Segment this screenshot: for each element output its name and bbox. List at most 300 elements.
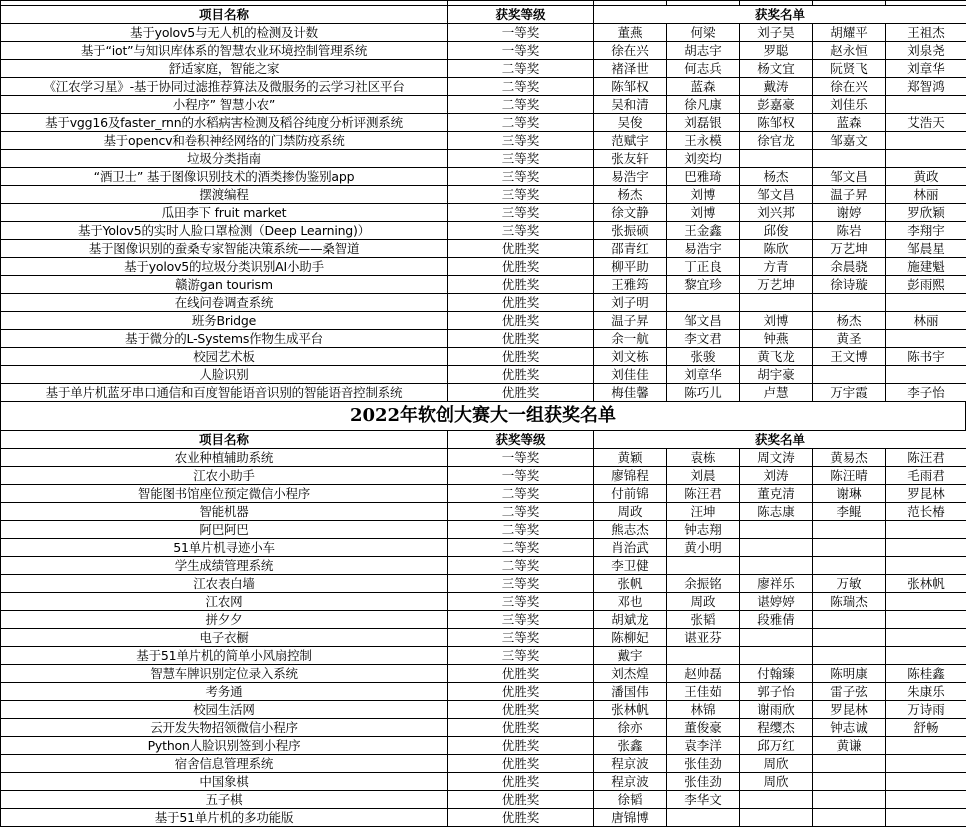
award-level-cell[interactable]: 三等奖	[448, 204, 594, 222]
member-cell[interactable]: 徐官龙	[740, 132, 813, 150]
member-cell[interactable]: 钟燕	[740, 330, 813, 348]
member-cell[interactable]: 余振铭	[667, 575, 740, 593]
award-level-cell[interactable]: 一等奖	[448, 24, 594, 42]
member-cell[interactable]: 范赋宇	[594, 132, 667, 150]
member-cell[interactable]: 段雅倩	[740, 611, 813, 629]
member-cell[interactable]: 彭嘉豪	[740, 96, 813, 114]
member-cell[interactable]: 李华文	[667, 791, 740, 809]
project-name-cell[interactable]: 基于opencv和卷积神经网络的门禁防疫系统	[1, 132, 448, 150]
member-cell[interactable]: 董克清	[740, 485, 813, 503]
award-level-cell[interactable]: 优胜奖	[448, 276, 594, 294]
member-cell[interactable]: 巴雅琦	[667, 168, 740, 186]
member-cell[interactable]: 张韬	[667, 611, 740, 629]
project-name-cell[interactable]: 基于微分的L-Systems作物生成平台	[1, 330, 448, 348]
member-cell[interactable]: 万诗雨	[886, 701, 966, 719]
member-cell[interactable]: 徐在兴	[813, 78, 886, 96]
member-cell[interactable]: 施建魁	[886, 258, 966, 276]
member-cell[interactable]: 谌亚芬	[667, 629, 740, 647]
member-cell[interactable]: 毛雨君	[886, 467, 966, 485]
member-cell[interactable]: 邹文昌	[667, 312, 740, 330]
project-name-cell[interactable]: 基于“iot”与知识库体系的智慧农业环境控制管理系统	[1, 42, 448, 60]
award-level-cell[interactable]: 二等奖	[448, 78, 594, 96]
project-name-cell[interactable]: 班务Bridge	[1, 312, 448, 330]
member-cell[interactable]: 王金鑫	[667, 222, 740, 240]
member-cell[interactable]	[886, 294, 966, 312]
member-cell[interactable]: 万宇霞	[813, 384, 886, 402]
member-cell[interactable]: 张帆	[594, 575, 667, 593]
award-level-cell[interactable]: 二等奖	[448, 60, 594, 78]
member-cell[interactable]: 熊志杰	[594, 521, 667, 539]
project-name-cell[interactable]: 基于Yolov5的实时人脸口罩检测（Deep Learning)）	[1, 222, 448, 240]
award-level-cell[interactable]: 三等奖	[448, 611, 594, 629]
member-cell[interactable]: 林丽	[886, 186, 966, 204]
member-cell[interactable]: 谢雨欣	[740, 701, 813, 719]
member-cell[interactable]: 刘泉尧	[886, 42, 966, 60]
award-level-cell[interactable]: 二等奖	[448, 96, 594, 114]
member-cell[interactable]	[886, 96, 966, 114]
award-level-cell[interactable]: 优胜奖	[448, 737, 594, 755]
header-project-name[interactable]: 项目名称	[1, 6, 448, 24]
member-cell[interactable]: 刘章华	[667, 366, 740, 384]
award-level-cell[interactable]: 优胜奖	[448, 294, 594, 312]
member-cell[interactable]: 刘子昊	[740, 24, 813, 42]
member-cell[interactable]: 胡宇豪	[740, 366, 813, 384]
member-cell[interactable]: 汪坤	[667, 503, 740, 521]
member-cell[interactable]: 周政	[594, 503, 667, 521]
project-name-cell[interactable]: 阿巴阿巴	[1, 521, 448, 539]
member-cell[interactable]: 陈志康	[740, 503, 813, 521]
member-cell[interactable]	[886, 521, 966, 539]
member-cell[interactable]	[813, 539, 886, 557]
member-cell[interactable]: 邓也	[594, 593, 667, 611]
member-cell[interactable]: 舒畅	[886, 719, 966, 737]
member-cell[interactable]: 黄谦	[813, 737, 886, 755]
member-cell[interactable]	[813, 791, 886, 809]
award-level-cell[interactable]: 优胜奖	[448, 312, 594, 330]
award-level-cell[interactable]: 三等奖	[448, 150, 594, 168]
member-cell[interactable]: 邵青红	[594, 240, 667, 258]
member-cell[interactable]	[813, 755, 886, 773]
award-level-cell[interactable]: 一等奖	[448, 42, 594, 60]
member-cell[interactable]: 余晨骁	[813, 258, 886, 276]
member-cell[interactable]: 易浩宇	[667, 240, 740, 258]
member-cell[interactable]: 方青	[740, 258, 813, 276]
project-name-cell[interactable]: 校园生活网	[1, 701, 448, 719]
member-cell[interactable]: 胡志宇	[667, 42, 740, 60]
award-level-cell[interactable]: 二等奖	[448, 485, 594, 503]
member-cell[interactable]: 刘子明	[594, 294, 667, 312]
member-cell[interactable]	[667, 647, 740, 665]
member-cell[interactable]	[886, 791, 966, 809]
member-cell[interactable]	[886, 647, 966, 665]
member-cell[interactable]	[813, 366, 886, 384]
member-cell[interactable]	[813, 294, 886, 312]
member-cell[interactable]: 李子怡	[886, 384, 966, 402]
project-name-cell[interactable]: 江农网	[1, 593, 448, 611]
project-name-cell[interactable]: 智能机器	[1, 503, 448, 521]
member-cell[interactable]: 罗昆林	[813, 701, 886, 719]
project-name-cell[interactable]: 舒适家庭，智能之家	[1, 60, 448, 78]
member-cell[interactable]: 胡斌龙	[594, 611, 667, 629]
member-cell[interactable]	[740, 294, 813, 312]
member-cell[interactable]: 刘章华	[886, 60, 966, 78]
member-cell[interactable]: 罗昆林	[886, 485, 966, 503]
member-cell[interactable]: 徐诗璇	[813, 276, 886, 294]
award-level-cell[interactable]: 优胜奖	[448, 240, 594, 258]
award-level-cell[interactable]: 三等奖	[448, 575, 594, 593]
member-cell[interactable]	[813, 809, 886, 827]
member-cell[interactable]: 张林帆	[594, 701, 667, 719]
member-cell[interactable]	[813, 557, 886, 575]
member-cell[interactable]: 唐锦博	[594, 809, 667, 827]
project-name-cell[interactable]: 基于单片机蓝牙串口通信和百度智能语音识别的智能语音控制系统	[1, 384, 448, 402]
member-cell[interactable]: 邹晨星	[886, 240, 966, 258]
member-cell[interactable]	[740, 791, 813, 809]
member-cell[interactable]: 黄小明	[667, 539, 740, 557]
member-cell[interactable]: 邹文昌	[740, 186, 813, 204]
member-cell[interactable]: 邱万红	[740, 737, 813, 755]
member-cell[interactable]: 温子昇	[813, 186, 886, 204]
member-cell[interactable]: 黎宜珍	[667, 276, 740, 294]
award-level-cell[interactable]: 二等奖	[448, 539, 594, 557]
member-cell[interactable]: 付前锦	[594, 485, 667, 503]
member-cell[interactable]: 谢琳	[813, 485, 886, 503]
member-cell[interactable]: 赵帅磊	[667, 665, 740, 683]
project-name-cell[interactable]: 学生成绩管理系统	[1, 557, 448, 575]
project-name-cell[interactable]: 人脸识别	[1, 366, 448, 384]
project-name-cell[interactable]: 拼夕夕	[1, 611, 448, 629]
award-level-cell[interactable]: 一等奖	[448, 449, 594, 467]
member-cell[interactable]: 邹嘉文	[813, 132, 886, 150]
member-cell[interactable]: 易浩宇	[594, 168, 667, 186]
member-cell[interactable]	[667, 809, 740, 827]
member-cell[interactable]: 李翔宇	[886, 222, 966, 240]
member-cell[interactable]: 陈明康	[813, 665, 886, 683]
member-cell[interactable]: 陈汪君	[886, 449, 966, 467]
project-name-cell[interactable]: 中国象棋	[1, 773, 448, 791]
member-cell[interactable]: 梅佳馨	[594, 384, 667, 402]
member-cell[interactable]: 陈汪晴	[813, 467, 886, 485]
project-name-cell[interactable]: 基于yolov5的垃圾分类识别AI小助手	[1, 258, 448, 276]
member-cell[interactable]: 陈邹权	[740, 114, 813, 132]
member-cell[interactable]: 罗聪	[740, 42, 813, 60]
header-award-level[interactable]: 获奖等级	[448, 431, 594, 449]
project-name-cell[interactable]: 宿舍信息管理系统	[1, 755, 448, 773]
member-cell[interactable]: 陈瑞杰	[813, 593, 886, 611]
member-cell[interactable]	[740, 809, 813, 827]
member-cell[interactable]: 蓝森	[813, 114, 886, 132]
member-cell[interactable]: 黄圣	[813, 330, 886, 348]
project-name-cell[interactable]: 基于51单片机的简单小风扇控制	[1, 647, 448, 665]
member-cell[interactable]: 万艺坤	[813, 240, 886, 258]
member-cell[interactable]: 彭雨熙	[886, 276, 966, 294]
member-cell[interactable]	[740, 647, 813, 665]
member-cell[interactable]: 陈邹权	[594, 78, 667, 96]
member-cell[interactable]	[886, 366, 966, 384]
member-cell[interactable]: 刘文栋	[594, 348, 667, 366]
project-name-cell[interactable]: “酒卫士” 基于图像识别技术的酒类掺伪鉴别app	[1, 168, 448, 186]
member-cell[interactable]: 赵永恒	[813, 42, 886, 60]
award-level-cell[interactable]: 二等奖	[448, 521, 594, 539]
award-level-cell[interactable]: 一等奖	[448, 467, 594, 485]
member-cell[interactable]: 周文涛	[740, 449, 813, 467]
member-cell[interactable]	[813, 611, 886, 629]
member-cell[interactable]	[886, 737, 966, 755]
member-cell[interactable]	[886, 132, 966, 150]
project-name-cell[interactable]: 电子衣橱	[1, 629, 448, 647]
member-cell[interactable]	[667, 557, 740, 575]
project-name-cell[interactable]: 瓜田李下 fruit market	[1, 204, 448, 222]
member-cell[interactable]: 钟志诚	[813, 719, 886, 737]
award-level-cell[interactable]: 优胜奖	[448, 755, 594, 773]
member-cell[interactable]	[886, 809, 966, 827]
member-cell[interactable]: 袁李洋	[667, 737, 740, 755]
member-cell[interactable]: 徐韬	[594, 791, 667, 809]
member-cell[interactable]: 柳平助	[594, 258, 667, 276]
member-cell[interactable]: 张鑫	[594, 737, 667, 755]
member-cell[interactable]	[813, 150, 886, 168]
member-cell[interactable]: 刘博	[740, 312, 813, 330]
member-cell[interactable]: 刘佳佳	[594, 366, 667, 384]
member-cell[interactable]: 付翰臻	[740, 665, 813, 683]
member-cell[interactable]: 董燕	[594, 24, 667, 42]
member-cell[interactable]: 徐凡康	[667, 96, 740, 114]
project-name-cell[interactable]: 农业种植辅助系统	[1, 449, 448, 467]
member-cell[interactable]: 陈岩	[813, 222, 886, 240]
member-cell[interactable]: 戴宇	[594, 647, 667, 665]
award-level-cell[interactable]: 优胜奖	[448, 665, 594, 683]
member-cell[interactable]: 万艺坤	[740, 276, 813, 294]
award-level-cell[interactable]: 优胜奖	[448, 701, 594, 719]
member-cell[interactable]: 李卫健	[594, 557, 667, 575]
member-cell[interactable]	[886, 755, 966, 773]
member-cell[interactable]: 张佳劲	[667, 755, 740, 773]
member-cell[interactable]: 林丽	[886, 312, 966, 330]
member-cell[interactable]	[886, 611, 966, 629]
member-cell[interactable]: 廖祥乐	[740, 575, 813, 593]
project-name-cell[interactable]: 江农小助手	[1, 467, 448, 485]
member-cell[interactable]	[740, 539, 813, 557]
award-level-cell[interactable]: 二等奖	[448, 557, 594, 575]
member-cell[interactable]: 何梁	[667, 24, 740, 42]
member-cell[interactable]: 刘奕均	[667, 150, 740, 168]
member-cell[interactable]: 蓝森	[667, 78, 740, 96]
member-cell[interactable]: 谢婷	[813, 204, 886, 222]
member-cell[interactable]: 刘晨	[667, 467, 740, 485]
project-name-cell[interactable]: 江农表白墙	[1, 575, 448, 593]
project-name-cell[interactable]: 赣游gan tourism	[1, 276, 448, 294]
award-level-cell[interactable]: 三等奖	[448, 168, 594, 186]
member-cell[interactable]: 黄飞龙	[740, 348, 813, 366]
member-cell[interactable]: 何志兵	[667, 60, 740, 78]
member-cell[interactable]: 张佳劲	[667, 773, 740, 791]
project-name-cell[interactable]: 基于图像识别的蚕桑专家智能决策系统——桑智道	[1, 240, 448, 258]
member-cell[interactable]: 陈巧儿	[667, 384, 740, 402]
member-cell[interactable]: 刘博	[667, 186, 740, 204]
member-cell[interactable]: 刘杰煌	[594, 665, 667, 683]
member-cell[interactable]: 张友轩	[594, 150, 667, 168]
project-name-cell[interactable]: 智能图书馆座位预定微信小程序	[1, 485, 448, 503]
member-cell[interactable]	[886, 150, 966, 168]
member-cell[interactable]: 余一航	[594, 330, 667, 348]
award-level-cell[interactable]: 优胜奖	[448, 348, 594, 366]
member-cell[interactable]: 陈汪君	[667, 485, 740, 503]
member-cell[interactable]: 刘涛	[740, 467, 813, 485]
member-cell[interactable]: 李鲲	[813, 503, 886, 521]
member-cell[interactable]: 朱康乐	[886, 683, 966, 701]
member-cell[interactable]	[886, 539, 966, 557]
member-cell[interactable]: 潘国伟	[594, 683, 667, 701]
member-cell[interactable]: 袁栋	[667, 449, 740, 467]
member-cell[interactable]: 杨杰	[594, 186, 667, 204]
member-cell[interactable]: 范长椿	[886, 503, 966, 521]
member-cell[interactable]	[813, 647, 886, 665]
project-name-cell[interactable]: 小程序” 智慧小农”	[1, 96, 448, 114]
award-level-cell[interactable]: 优胜奖	[448, 330, 594, 348]
member-cell[interactable]: 邹文昌	[813, 168, 886, 186]
member-cell[interactable]: 郑智鸿	[886, 78, 966, 96]
member-cell[interactable]: 李文君	[667, 330, 740, 348]
member-cell[interactable]	[740, 521, 813, 539]
project-name-cell[interactable]: 校园艺术板	[1, 348, 448, 366]
award-level-cell[interactable]: 三等奖	[448, 629, 594, 647]
member-cell[interactable]: 张林帆	[886, 575, 966, 593]
member-cell[interactable]: 邱俊	[740, 222, 813, 240]
award-level-cell[interactable]: 优胜奖	[448, 683, 594, 701]
member-cell[interactable]: 卢慧	[740, 384, 813, 402]
member-cell[interactable]: 谌婷婷	[740, 593, 813, 611]
project-name-cell[interactable]: 在线问卷调查系统	[1, 294, 448, 312]
member-cell[interactable]: 黄政	[886, 168, 966, 186]
award-level-cell[interactable]: 三等奖	[448, 222, 594, 240]
member-cell[interactable]	[886, 593, 966, 611]
member-cell[interactable]: 张振硕	[594, 222, 667, 240]
member-cell[interactable]: 胡耀平	[813, 24, 886, 42]
award-level-cell[interactable]: 二等奖	[448, 503, 594, 521]
header-award-members[interactable]: 获奖名单	[594, 431, 966, 449]
header-project-name[interactable]: 项目名称	[1, 431, 448, 449]
award-level-cell[interactable]: 优胜奖	[448, 791, 594, 809]
member-cell[interactable]	[740, 629, 813, 647]
member-cell[interactable]: 周欣	[740, 755, 813, 773]
member-cell[interactable]: 杨文宜	[740, 60, 813, 78]
award-level-cell[interactable]: 二等奖	[448, 114, 594, 132]
award-level-cell[interactable]: 三等奖	[448, 593, 594, 611]
member-cell[interactable]: 温子昇	[594, 312, 667, 330]
member-cell[interactable]: 徐文静	[594, 204, 667, 222]
member-cell[interactable]: 徐在兴	[594, 42, 667, 60]
member-cell[interactable]	[740, 557, 813, 575]
member-cell[interactable]: 杨杰	[740, 168, 813, 186]
member-cell[interactable]: 程京波	[594, 755, 667, 773]
member-cell[interactable]: 王祖杰	[886, 24, 966, 42]
member-cell[interactable]: 钟志翔	[667, 521, 740, 539]
member-cell[interactable]: 刘博	[667, 204, 740, 222]
member-cell[interactable]: 雷子弦	[813, 683, 886, 701]
member-cell[interactable]: 万敏	[813, 575, 886, 593]
project-name-cell[interactable]: 基于vgg16及faster_rnn的水稻病害检测及稻谷纯度分析评测系统	[1, 114, 448, 132]
member-cell[interactable]: 丁正良	[667, 258, 740, 276]
member-cell[interactable]: 林锦	[667, 701, 740, 719]
member-cell[interactable]: 吴俊	[594, 114, 667, 132]
award-level-cell[interactable]: 三等奖	[448, 186, 594, 204]
member-cell[interactable]: 董俊豪	[667, 719, 740, 737]
member-cell[interactable]	[740, 150, 813, 168]
member-cell[interactable]: 刘佳乐	[813, 96, 886, 114]
member-cell[interactable]: 阮贤飞	[813, 60, 886, 78]
member-cell[interactable]	[886, 330, 966, 348]
member-cell[interactable]: 艾浩天	[886, 114, 966, 132]
member-cell[interactable]: 周欣	[740, 773, 813, 791]
project-name-cell[interactable]: 云开发失物招领微信小程序	[1, 719, 448, 737]
project-name-cell[interactable]: 基于yolov5与无人机的检测及计数	[1, 24, 448, 42]
member-cell[interactable]: 肖治武	[594, 539, 667, 557]
member-cell[interactable]: 黄颖	[594, 449, 667, 467]
award-level-cell[interactable]: 三等奖	[448, 132, 594, 150]
member-cell[interactable]: 王雅筠	[594, 276, 667, 294]
member-cell[interactable]	[886, 773, 966, 791]
member-cell[interactable]: 陈柳妃	[594, 629, 667, 647]
member-cell[interactable]: 刘磊银	[667, 114, 740, 132]
member-cell[interactable]: 程缨杰	[740, 719, 813, 737]
member-cell[interactable]: 吴和清	[594, 96, 667, 114]
project-name-cell[interactable]: 51单片机寻迹小车	[1, 539, 448, 557]
member-cell[interactable]: 褚泽世	[594, 60, 667, 78]
award-level-cell[interactable]: 优胜奖	[448, 773, 594, 791]
member-cell[interactable]	[886, 629, 966, 647]
award-level-cell[interactable]: 优胜奖	[448, 809, 594, 827]
project-name-cell[interactable]: 垃圾分类指南	[1, 150, 448, 168]
project-name-cell[interactable]: 考务通	[1, 683, 448, 701]
award-level-cell[interactable]: 优胜奖	[448, 384, 594, 402]
award-level-cell[interactable]: 优胜奖	[448, 719, 594, 737]
member-cell[interactable]: 罗欣颖	[886, 204, 966, 222]
project-name-cell[interactable]: 《江农学习星》-基于协同过滤推荐算法及微服务的云学习社区平台	[1, 78, 448, 96]
award-level-cell[interactable]: 优胜奖	[448, 258, 594, 276]
member-cell[interactable]	[667, 294, 740, 312]
header-award-level[interactable]: 获奖等级	[448, 6, 594, 24]
member-cell[interactable]	[813, 629, 886, 647]
member-cell[interactable]: 黄易杰	[813, 449, 886, 467]
member-cell[interactable]: 陈桂鑫	[886, 665, 966, 683]
project-name-cell[interactable]: 五子棋	[1, 791, 448, 809]
member-cell[interactable]	[886, 557, 966, 575]
member-cell[interactable]: 廖锦程	[594, 467, 667, 485]
member-cell[interactable]: 王永模	[667, 132, 740, 150]
member-cell[interactable]: 周政	[667, 593, 740, 611]
member-cell[interactable]: 戴涛	[740, 78, 813, 96]
project-name-cell[interactable]: Python人脸识别签到小程序	[1, 737, 448, 755]
member-cell[interactable]: 杨杰	[813, 312, 886, 330]
award-level-cell[interactable]: 三等奖	[448, 647, 594, 665]
member-cell[interactable]: 王文博	[813, 348, 886, 366]
award-level-cell[interactable]: 优胜奖	[448, 366, 594, 384]
member-cell[interactable]: 刘兴邦	[740, 204, 813, 222]
member-cell[interactable]	[813, 521, 886, 539]
header-award-members[interactable]: 获奖名单	[594, 6, 966, 24]
member-cell[interactable]: 张骏	[667, 348, 740, 366]
member-cell[interactable]: 陈书宇	[886, 348, 966, 366]
project-name-cell[interactable]: 智慧车牌识别定位录入系统	[1, 665, 448, 683]
member-cell[interactable]: 王佳茹	[667, 683, 740, 701]
member-cell[interactable]: 郭子怡	[740, 683, 813, 701]
project-name-cell[interactable]: 基于51单片机的多功能版	[1, 809, 448, 827]
member-cell[interactable]: 徐亦	[594, 719, 667, 737]
member-cell[interactable]: 陈欣	[740, 240, 813, 258]
member-cell[interactable]	[813, 773, 886, 791]
project-name-cell[interactable]: 摆渡编程	[1, 186, 448, 204]
member-cell[interactable]: 程京波	[594, 773, 667, 791]
